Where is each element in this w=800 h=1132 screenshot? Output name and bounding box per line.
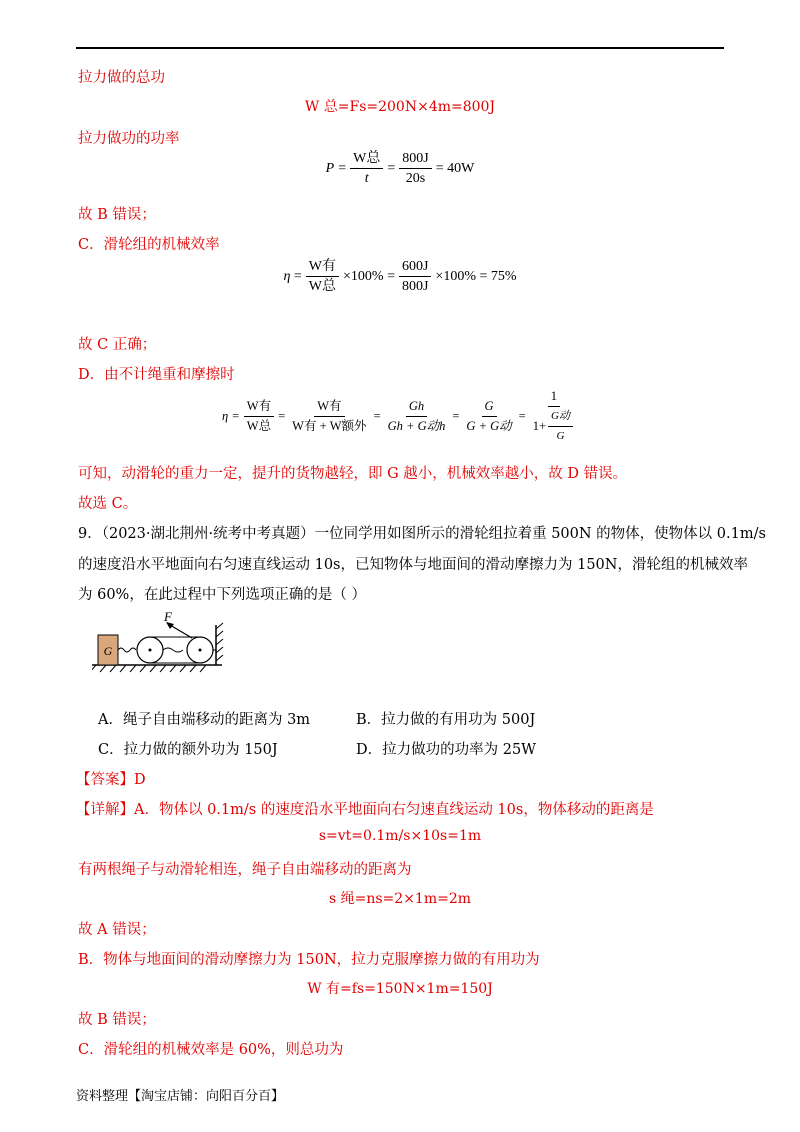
text-line: 故 C 正确； — [78, 337, 157, 353]
text-line: 故 A 错误； — [78, 922, 156, 938]
formula-total-work: W 总=Fs=200N×4m=800J — [304, 99, 496, 115]
text-line: 拉力做的总功 — [78, 70, 165, 86]
option-a[interactable]: A．绳子自由端移动的距离为 3m — [98, 712, 311, 728]
connector-spring — [118, 648, 136, 652]
option-b[interactable]: B．拉力做的有用功为 500J — [356, 712, 536, 728]
formula-power: P = $\frac{\text{W总}}{t}$ = $\frac{800J}{20s}$ = 40W — [325, 151, 475, 186]
text-line: C．滑轮组的机械效率 — [78, 237, 220, 253]
text-line: 故 B 错误； — [78, 1012, 156, 1028]
formula-efficiency-derivation: η = $\frac{\text{W有}}{\text{W总}}$ = $\frac{\text{W有}}{\text{W有 + W额外}}$ = $\frac{Gh}{\text{Gh + G动h}}$ = $\frac{G}{\text{G + G动}}$ = 1 1+ $\frac{\text{G动}}{G}$ — [0, 388, 800, 445]
question-9-line2: 的速度沿水平地面向右匀速直线运动 10s，已知物体与地面间的滑动摩擦力为 150N，滑轮组的机械效率 — [78, 557, 748, 573]
footer: 资料整理【淘宝店铺：向阳百分百】 — [76, 1089, 285, 1104]
force-arrow — [170, 625, 192, 638]
text-line: 拉力做功的功率 — [78, 131, 180, 147]
question-9-line1: 9．（2023·湖北荆州·统考中考真题）一位同学用如图所示的滑轮组拉着重 500N 的物体，使物体以 0.1m/s — [78, 526, 766, 542]
pulley-figure — [92, 605, 232, 675]
text-line: 故 B 错误； — [78, 207, 156, 223]
ground-hatch — [92, 665, 206, 672]
force-label: F — [164, 609, 172, 624]
formula-rope-distance: s 绳=ns=2×1m=2m — [328, 891, 472, 907]
text-line: 有两根绳子与动滑轮相连，绳子自由端移动的距离为 — [78, 862, 412, 878]
detail: 【详解】A．物体以 0.1m/s 的速度沿水平地面向右匀速直线运动 10s，物体移动的距离是 — [76, 802, 654, 818]
formula-efficiency: η = $\frac{\text{W有}}{\text{W总}}$ ×100% = $\frac{600J}{800J}$ ×100% = 75% — [283, 259, 517, 294]
text-line: D．由不计绳重和摩擦时 — [78, 367, 235, 383]
text-line: 可知，动滑轮的重力一定，提升的货物越轻，即 G 越小，机械效率越小，故 D 错误。 — [78, 466, 628, 482]
text-line: B．物体与地面间的滑动摩擦力为 150N，拉力克服摩擦力做的有用功为 — [78, 952, 540, 968]
formula-useful-work: W 有=fs=150N×1m=150J — [307, 981, 493, 997]
option-c[interactable]: C．拉力做的额外功为 150J — [98, 742, 278, 758]
wall-hatch — [216, 623, 223, 661]
formula-distance: s=vt=0.1m/s×10s=1m — [318, 828, 482, 844]
option-d[interactable]: D．拉力做功的功率为 25W — [356, 742, 537, 758]
header-rule — [76, 47, 724, 49]
text-line: C．滑轮组的机械效率是 60%，则总功为 — [78, 1042, 344, 1058]
rope-middle — [163, 648, 183, 652]
text-line: 故选 C。 — [78, 496, 138, 512]
answer: 【答案】D — [76, 772, 146, 788]
question-9-line3: 为 60%，在此过程中下列选项正确的是（ ） — [78, 587, 366, 603]
block-label: G — [103, 644, 113, 658]
